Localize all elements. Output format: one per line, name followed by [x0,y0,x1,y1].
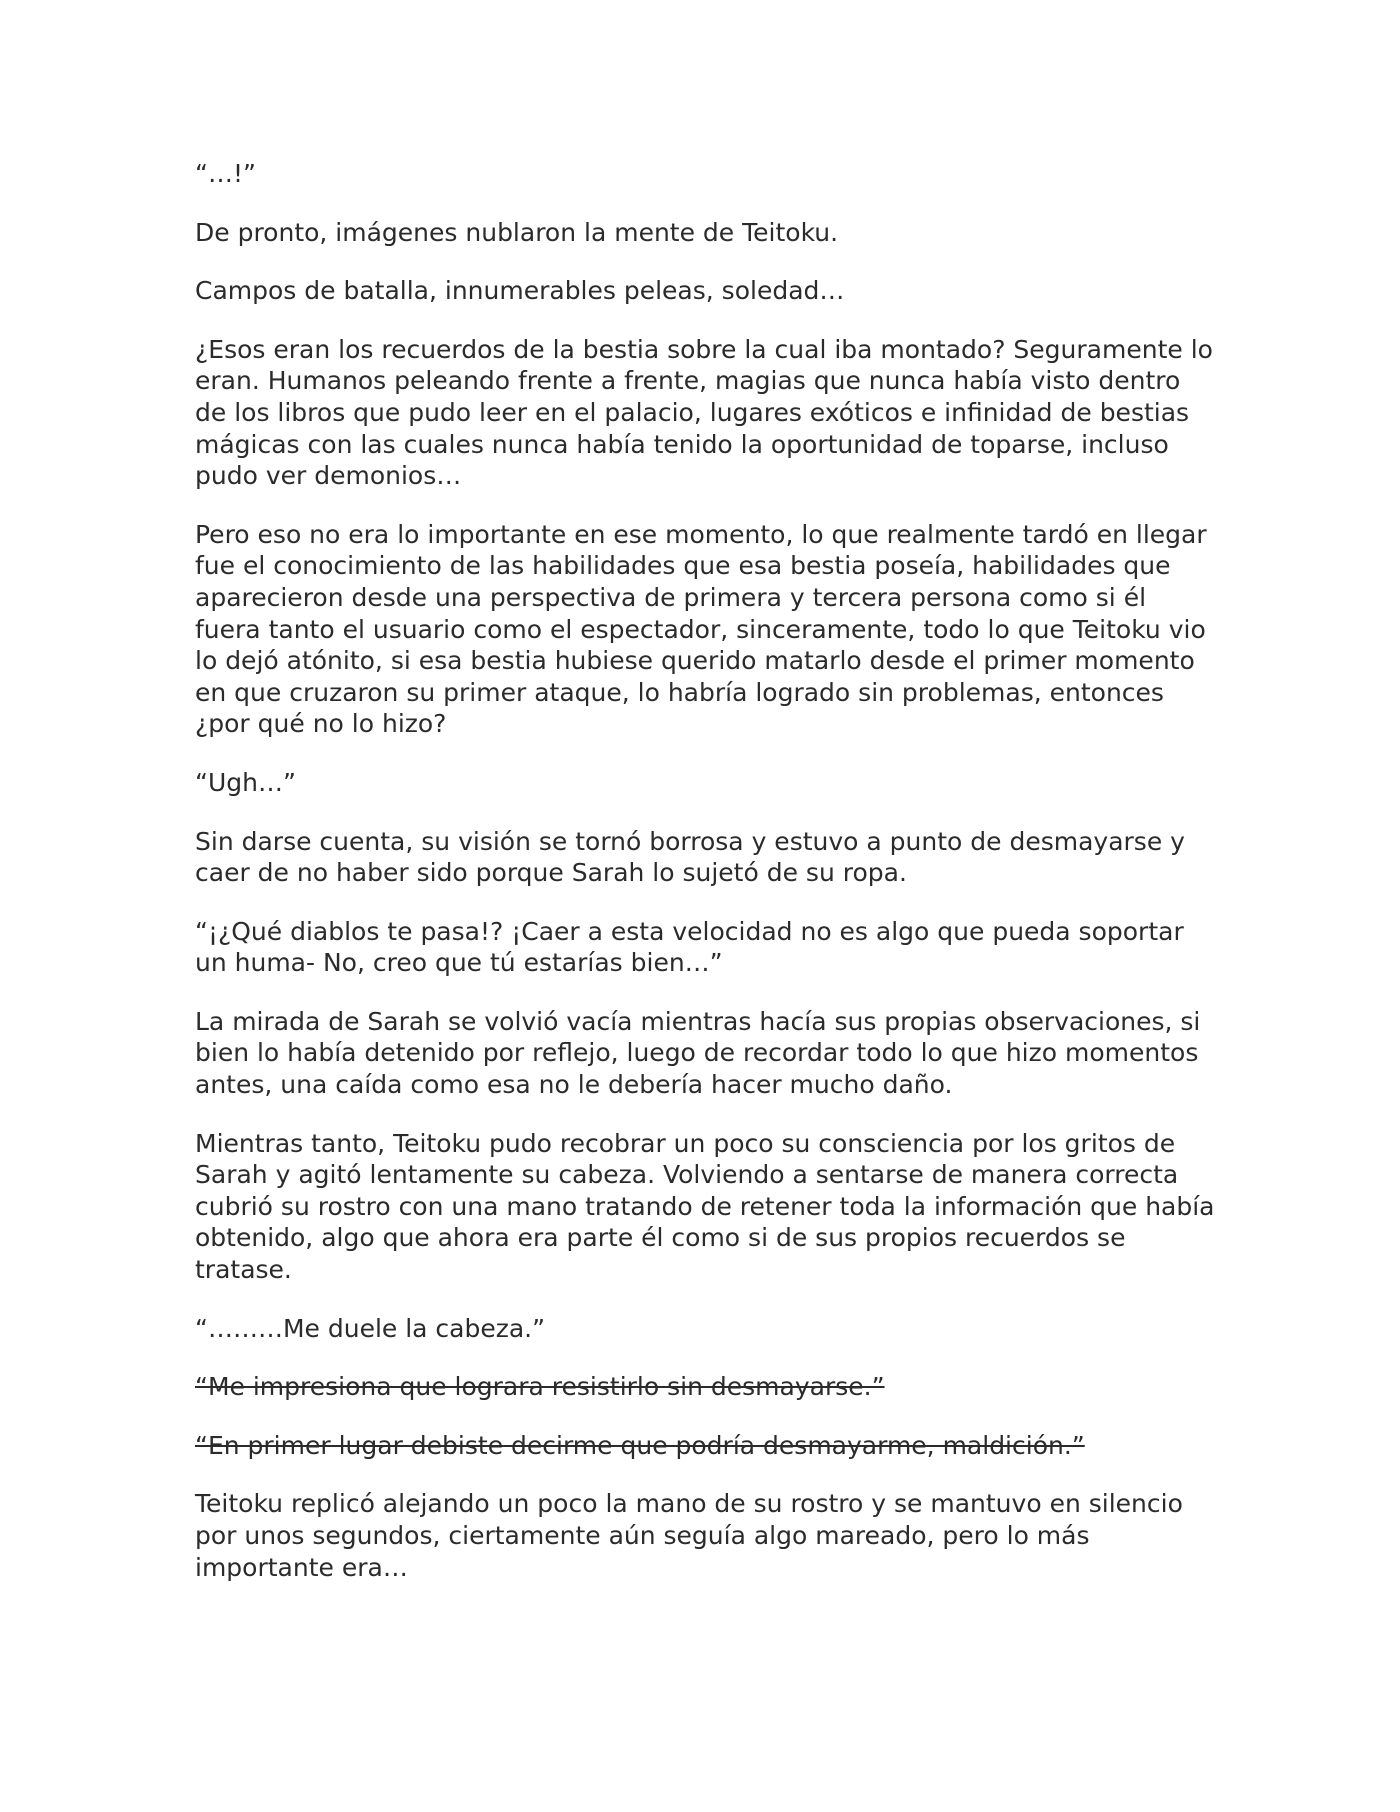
paragraph: Pero eso no era lo importante en ese momento, lo que realmente tardó en llegar fue el conocimiento de las habilidades que esa bestia poseía, habilidades que aparecieron desde una perspectiva de primera y tercera persona como si él fuera tanto el usuario como el espectador, sinceramente, todo lo que Teitoku vio lo dejó atónito, si esa bestia hubiese querido matarlo desde el primer momento en que cruzaron su primer ataque, lo habría logrado sin problemas, entonces ¿por qué no lo hizo? [195,519,1207,739]
paragraph: “Ugh…” [195,767,296,797]
paragraph: La mirada de Sarah se volvió vacía mientras hacía sus propias observaciones, si bien lo había detenido por reflejo, luego de recordar todo lo que hizo momentos antes, una caída como esa no le debería hacer mucho daño. [195,1006,1201,1100]
paragraph: De pronto, imágenes nublaron la mente de Teitoku. [195,217,839,247]
paragraph: “…!” [195,159,256,188]
paragraph: Sin darse cuenta, su visión se tornó borrosa y estuvo a punto de desmayarse y caer de no haber sido porque Sarah lo sujetó de su ropa. [195,826,1185,888]
paragraph: Mientras tanto, Teitoku pudo recobrar un poco su consciencia por los gritos de Sarah y agitó lentamente su cabeza. Volviendo a sentarse de manera correcta cubrió su rostro con una mano tratando de retener toda la información que había obtenido, algo que ahora era parte él como si de sus propios recuerdos se tratase. [195,1128,1215,1285]
paragraph: Campos de batalla, innumerables peleas, soledad… [195,276,845,306]
paragraph: Teitoku replicó alejando un poco la mano de su rostro y se mantuvo en silencio por unos segundos, ciertamente aún seguía algo mareado, pero lo más importante era… [195,1489,1183,1582]
document-body [195,158,1215,1610]
paragraph: “………Me duele la cabeza.” [195,1313,546,1343]
struck-paragraph: “En primer lugar debiste decirme que podría desmayarme, maldición.” [195,1430,1085,1460]
struck-paragraph: “Me impresiona que lograra resistirlo sin desmayarse.” [195,1372,885,1402]
paragraph: ¿Esos eran los recuerdos de la bestia sobre la cual iba montado? Seguramente lo eran. Humanos peleando frente a frente, magias que nunca había visto dentro de los libros que pudo leer en el palacio, lugares exóticos e infinidad de bestias mágicas con las cuales nunca había tenido la oportunidad de toparse, incluso pudo ver demonios… [195,334,1213,491]
paragraph: “¡¿Qué diablos te pasa!? ¡Caer a esta velocidad no es algo que pueda soportar un huma- No, creo que tú estarías bien…” [195,916,1184,978]
